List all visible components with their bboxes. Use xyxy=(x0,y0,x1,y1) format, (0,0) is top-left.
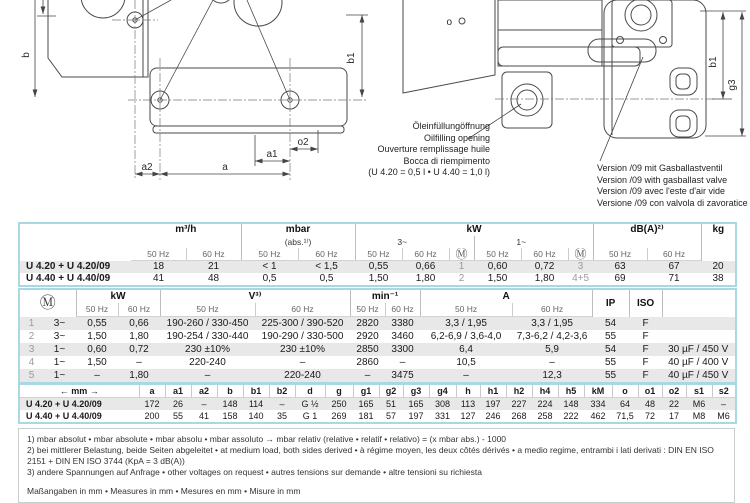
cell: 225-300 / 390-520 xyxy=(255,317,350,331)
cell: G 1 xyxy=(302,411,318,421)
cell: 190-254 / 330-440 xyxy=(166,331,249,342)
cell: 3300 xyxy=(385,343,420,356)
cell: 269 xyxy=(331,411,347,421)
cell: 7,3-6,2 / 4,2-3,6 xyxy=(516,331,588,342)
header-cell: ← mm → xyxy=(19,384,139,398)
cell: 165 xyxy=(353,398,379,411)
footnote-line: 1) mbar absolut • mbar absolute • mbar absolu • mbar assoluto → mbar relativ (relative • relatif • relativo) = (x mbar abs.) - 1000 xyxy=(27,434,507,444)
header-cell: 60 Hz xyxy=(255,303,350,317)
footnotes-box xyxy=(18,428,735,503)
cell: 3,3 / 1,95 xyxy=(512,317,592,331)
table-row xyxy=(19,398,736,411)
header-row xyxy=(19,223,736,236)
cell: 0,5 xyxy=(319,273,334,284)
cell: 1 xyxy=(449,261,474,274)
cell: 268 xyxy=(511,411,527,421)
cell: 64 xyxy=(612,398,638,411)
cell: 51 xyxy=(379,398,403,411)
header-row xyxy=(19,384,736,398)
header-cell: 60 Hz xyxy=(385,303,420,317)
cell: 22 xyxy=(662,398,686,411)
cell: 54 xyxy=(592,343,629,356)
table-row xyxy=(19,343,736,356)
cell: 4 xyxy=(28,357,35,368)
header-cell: s1 xyxy=(686,384,712,398)
header-cell: 50 Hz xyxy=(241,248,298,261)
cell: 140 xyxy=(248,411,264,421)
header-cell: 50 Hz xyxy=(355,248,402,261)
dim-label-a: a xyxy=(222,162,228,173)
header-cell: 1~ xyxy=(474,236,568,248)
cell: – xyxy=(350,369,385,383)
header-cell: min⁻¹ xyxy=(350,289,420,303)
header-cell: IP xyxy=(592,289,629,317)
cell: 63 xyxy=(593,261,647,274)
header-cell: g1 xyxy=(353,384,379,398)
cell: 1,50 xyxy=(368,273,389,284)
header-cell xyxy=(568,236,593,248)
header-cell: (abs.¹⁾) xyxy=(241,236,355,248)
cell: U 4.40 + U 4.40/09 xyxy=(26,411,102,421)
cell: 1~ xyxy=(43,343,76,356)
cell: 0,72 xyxy=(521,261,568,274)
cell: F xyxy=(629,343,662,356)
cell: 17 xyxy=(668,411,679,421)
dim-label-o: o xyxy=(446,17,452,28)
cell: 200 xyxy=(144,411,160,421)
cell: 6,4 xyxy=(420,343,512,356)
header-cell: o1 xyxy=(638,384,662,398)
cell: F xyxy=(629,369,662,383)
cell: 0,5 xyxy=(262,273,277,284)
header-cell: h4 xyxy=(532,384,558,398)
cell: M6 xyxy=(686,398,712,411)
header-cell: b1 xyxy=(243,384,269,398)
top-view-dimension-lines xyxy=(35,0,368,174)
cell: 172 xyxy=(139,398,165,411)
cell: U 4.20 + U 4.20/09 xyxy=(19,261,131,274)
cell: – xyxy=(76,369,118,383)
header-cell: 60 Hz xyxy=(402,248,449,261)
header-cell: a xyxy=(139,384,165,398)
cell: 4+5 xyxy=(572,273,590,284)
cell: 20 xyxy=(701,261,736,274)
cell: 148 xyxy=(558,398,584,411)
cell: 41 xyxy=(152,273,165,284)
header-cell: g4 xyxy=(429,384,456,398)
footnote-line: 3) andere Spannungen auf Anfrage • other voltages on request • autres tensions sur demande • altre tensioni su richiesta xyxy=(27,467,482,477)
header-cell: s2 xyxy=(712,384,736,398)
header-cell: b xyxy=(217,384,243,398)
header-cell: 50 Hz xyxy=(76,303,118,317)
cell: 0,60 xyxy=(76,343,118,356)
cell: 1~ xyxy=(53,357,66,368)
cell: – xyxy=(299,357,306,368)
cell: 40 µF / 450 V xyxy=(662,369,736,383)
cell: 21 xyxy=(186,261,241,274)
dim-label-a2: a2 xyxy=(141,162,153,173)
note-line: Version /09 mit Gasballastventil xyxy=(597,163,723,173)
cell: 72 xyxy=(644,411,655,421)
cell: 2860 xyxy=(356,357,379,368)
cell: F xyxy=(629,317,662,331)
note-line: Versione /09 con valvola di zavoratice xyxy=(597,197,748,208)
performance-table xyxy=(18,222,737,287)
cell: 230 ±10% xyxy=(160,343,255,356)
header-cell: mbar xyxy=(241,223,355,236)
header-cell xyxy=(662,289,736,317)
cell: 158 xyxy=(222,411,238,421)
table-row xyxy=(19,410,736,423)
header-cell: ISO xyxy=(629,289,662,317)
note-line: Öleinfüllungöffnung xyxy=(412,121,490,131)
header-cell: 50 Hz xyxy=(131,248,186,261)
note-line: (U 4.20 = 0,5 l • U 4.40 = 1,0 l) xyxy=(368,167,490,178)
dimensions-table xyxy=(18,383,737,424)
cell: 18 xyxy=(131,261,186,274)
header-cell: m³/h xyxy=(175,224,197,235)
header-cell: d xyxy=(295,384,325,398)
cell: 38 xyxy=(712,273,724,284)
cell: 190-290 / 330-500 xyxy=(261,331,344,342)
cell: 30 µF / 450 V xyxy=(662,343,736,356)
cell: 1,50 xyxy=(87,357,107,368)
cell: – xyxy=(269,398,295,411)
cell: 55 xyxy=(605,357,617,368)
note-line: Version /09 with gasballast valve xyxy=(597,174,728,185)
cell: 54 xyxy=(592,317,629,331)
cell: 3~ xyxy=(53,331,66,342)
dim-label-a1: a1 xyxy=(266,149,278,160)
note-line: Ouverture remplissage huile xyxy=(377,144,490,155)
header-cell xyxy=(449,236,474,248)
cell: 71 xyxy=(668,273,680,284)
header-cell: 60 Hz xyxy=(186,248,241,261)
header-cell: 60 Hz xyxy=(647,248,701,261)
cell: 3~ xyxy=(43,317,76,331)
table-row xyxy=(19,273,736,286)
cell: 114 xyxy=(243,398,269,411)
cell: 331 xyxy=(434,411,451,421)
cell: 2820 xyxy=(350,317,385,331)
cell: 55 xyxy=(172,411,183,421)
cell: – xyxy=(712,398,736,411)
cell: M8 xyxy=(692,411,706,421)
header-cell: h2 xyxy=(506,384,532,398)
header-cell: 3~ xyxy=(355,236,449,248)
cell: 5 xyxy=(19,369,43,383)
cell: 1,50 xyxy=(487,273,508,284)
header-cell: Ⓜ xyxy=(39,294,56,312)
cell: 48 xyxy=(207,273,220,284)
cell: 1,80 xyxy=(129,331,149,342)
cell: 10,5 xyxy=(456,357,476,368)
cell: < 1,5 xyxy=(298,261,355,274)
header-cell: h xyxy=(456,384,480,398)
header-cell: 50 Hz xyxy=(593,248,647,261)
table-row xyxy=(19,369,736,383)
cell: 3460 xyxy=(391,331,414,342)
cell: 0,72 xyxy=(118,343,160,356)
footnote-line: 2) bei mittlerer Belastung, beide Seiten abgeleitet • at medium load, both sides derived • à régime moyen, les deux côtés dérivés • a medio regime, entrambi i lati derivati : DIN EN ISO 2151 + DIN EN ISO 3744 (KpA = 3 dB(A)) xyxy=(27,445,714,466)
cell: 5,9 xyxy=(512,343,592,356)
cell: 113 xyxy=(456,398,480,411)
cell: 3 xyxy=(568,261,593,274)
cell: 26 xyxy=(165,398,191,411)
cell: 220-240 xyxy=(255,369,350,383)
cell: 0,66 xyxy=(118,317,160,331)
cell: G ½ xyxy=(295,398,325,411)
cell: 1 xyxy=(19,317,43,331)
header-cell: 50 Hz xyxy=(350,303,385,317)
header-cell: dB(A)²⁾ xyxy=(593,223,701,236)
cell: 3 xyxy=(19,343,43,356)
header-cell: 50 Hz xyxy=(160,303,255,317)
cell: 6,2-6,9 / 3,6-4,0 xyxy=(430,331,502,342)
cell: 181 xyxy=(358,411,374,421)
cell: 230 ±10% xyxy=(255,343,350,356)
cell: – xyxy=(399,357,406,368)
cell: 2920 xyxy=(356,331,379,342)
dim-label-b1: b1 xyxy=(346,52,357,64)
dim-label-o2: o2 xyxy=(297,137,309,148)
cell: 227 xyxy=(506,398,532,411)
cell: – xyxy=(191,398,217,411)
cell: 12,3 xyxy=(512,369,592,383)
cell: 334 xyxy=(584,398,612,411)
cell: 220-240 xyxy=(189,357,226,368)
cell: – xyxy=(549,357,555,368)
cell: 0,66 xyxy=(402,261,449,274)
cell: 222 xyxy=(563,411,579,421)
annotation-leader-lines xyxy=(468,57,643,161)
cell: 258 xyxy=(537,411,553,421)
header-cell: h1 xyxy=(480,384,506,398)
cell xyxy=(662,317,736,331)
cell: 1,80 xyxy=(118,369,160,383)
dim-label-g3: g3 xyxy=(727,79,738,91)
cell: 224 xyxy=(532,398,558,411)
cell: 1,80 xyxy=(534,273,555,284)
cell: 148 xyxy=(217,398,243,411)
oil-filling-note xyxy=(348,121,490,179)
header-cell: kM xyxy=(584,384,612,398)
top-view-outline xyxy=(48,0,347,133)
header-cell: g2 xyxy=(379,384,403,398)
header-cell: b2 xyxy=(269,384,295,398)
header-cell: o2 xyxy=(662,384,686,398)
note-line: Version /09 avec l'este d'air vide xyxy=(597,186,726,197)
header-cell: g3 xyxy=(403,384,429,398)
cell: 3380 xyxy=(385,317,420,331)
header-cell: Ⓜ xyxy=(449,248,474,261)
cell: 0,60 xyxy=(474,261,521,274)
header-cell: 60 Hz xyxy=(512,303,592,317)
cell: 1~ xyxy=(43,369,76,383)
table-row xyxy=(19,356,736,369)
header-cell: a1 xyxy=(165,384,191,398)
gas-ballast-version-note xyxy=(597,163,749,209)
header-cell: Ⓜ xyxy=(568,248,593,261)
dim-label-b: b xyxy=(21,52,32,58)
note-line: Bocca di riempimento xyxy=(403,155,490,166)
cell: 3475 xyxy=(385,369,420,383)
motor-data-table xyxy=(18,288,737,384)
cell: 67 xyxy=(647,261,701,274)
cell: 165 xyxy=(403,398,429,411)
header-cell: h5 xyxy=(558,384,584,398)
header-cell xyxy=(131,236,241,248)
note-line: Oilfilling opening xyxy=(423,132,490,143)
header-cell: 50 Hz xyxy=(420,303,512,317)
cell: 1,80 xyxy=(415,273,436,284)
header-cell: 60 Hz xyxy=(521,248,568,261)
cell: 40 µF / 400 V xyxy=(668,357,729,368)
header-cell: 50 Hz xyxy=(474,248,521,261)
cell: 3,3 / 1,95 xyxy=(420,317,512,331)
dim-label-side-b1: b1 xyxy=(708,56,719,68)
cell: 69 xyxy=(614,273,626,284)
cell: 55 xyxy=(605,331,617,342)
header-cell: a2 xyxy=(191,384,217,398)
header-cell: kW xyxy=(76,289,160,303)
cell: – xyxy=(160,369,255,383)
header-cell: o xyxy=(612,384,638,398)
cell: 57 xyxy=(385,411,396,421)
cell: – xyxy=(420,369,512,383)
cell: 0,55 xyxy=(355,261,402,274)
header-cell: kW xyxy=(355,223,593,236)
cell xyxy=(662,330,736,343)
header-row xyxy=(19,289,736,303)
cell: 2 xyxy=(28,331,35,342)
cell: F xyxy=(642,357,649,368)
cell: U 4.20 + U 4.20/09 xyxy=(19,398,139,411)
cell: 35 xyxy=(276,411,287,421)
header-cell: g xyxy=(325,384,353,398)
cell: 2 xyxy=(458,273,465,284)
header-cell: 60 Hz xyxy=(118,303,160,317)
table-row xyxy=(19,317,736,331)
table-row xyxy=(19,330,736,343)
table-row xyxy=(19,261,736,274)
cell: – xyxy=(136,357,142,368)
header-cell: kg xyxy=(701,223,736,261)
cell: 250 xyxy=(325,398,353,411)
cell: 71,5 xyxy=(616,411,634,421)
side-view-dimension-lines xyxy=(700,11,746,136)
cell: U 4.40 + U 4.40/09 xyxy=(26,273,111,284)
measures-note: Maßangaben in mm • Measures in mm • Mesures en mm • Misure in mm xyxy=(27,486,301,496)
cell: 48 xyxy=(638,398,662,411)
cell: 190-260 / 330-450 xyxy=(160,317,255,331)
cell: 41 xyxy=(198,411,209,421)
cell: 197 xyxy=(408,411,424,421)
header-cell: 60 Hz xyxy=(298,248,355,261)
header-cell xyxy=(593,236,701,248)
header-cell: A xyxy=(420,289,592,303)
cell: 308 xyxy=(429,398,456,411)
header-cell: V³⁾ xyxy=(160,289,350,303)
cell: F xyxy=(642,331,649,342)
cell: M6 xyxy=(717,411,730,421)
header-cell xyxy=(19,223,131,261)
cell: 246 xyxy=(485,411,501,421)
cell: 55 xyxy=(592,369,629,383)
cell: 197 xyxy=(480,398,506,411)
cell: 0,55 xyxy=(76,317,118,331)
cell: 2850 xyxy=(350,343,385,356)
cell: < 1 xyxy=(241,261,298,274)
cell: 462 xyxy=(590,411,606,421)
cell: 1,50 xyxy=(87,331,107,342)
hole-leader-lines xyxy=(135,0,290,100)
cell: 127 xyxy=(460,411,476,421)
